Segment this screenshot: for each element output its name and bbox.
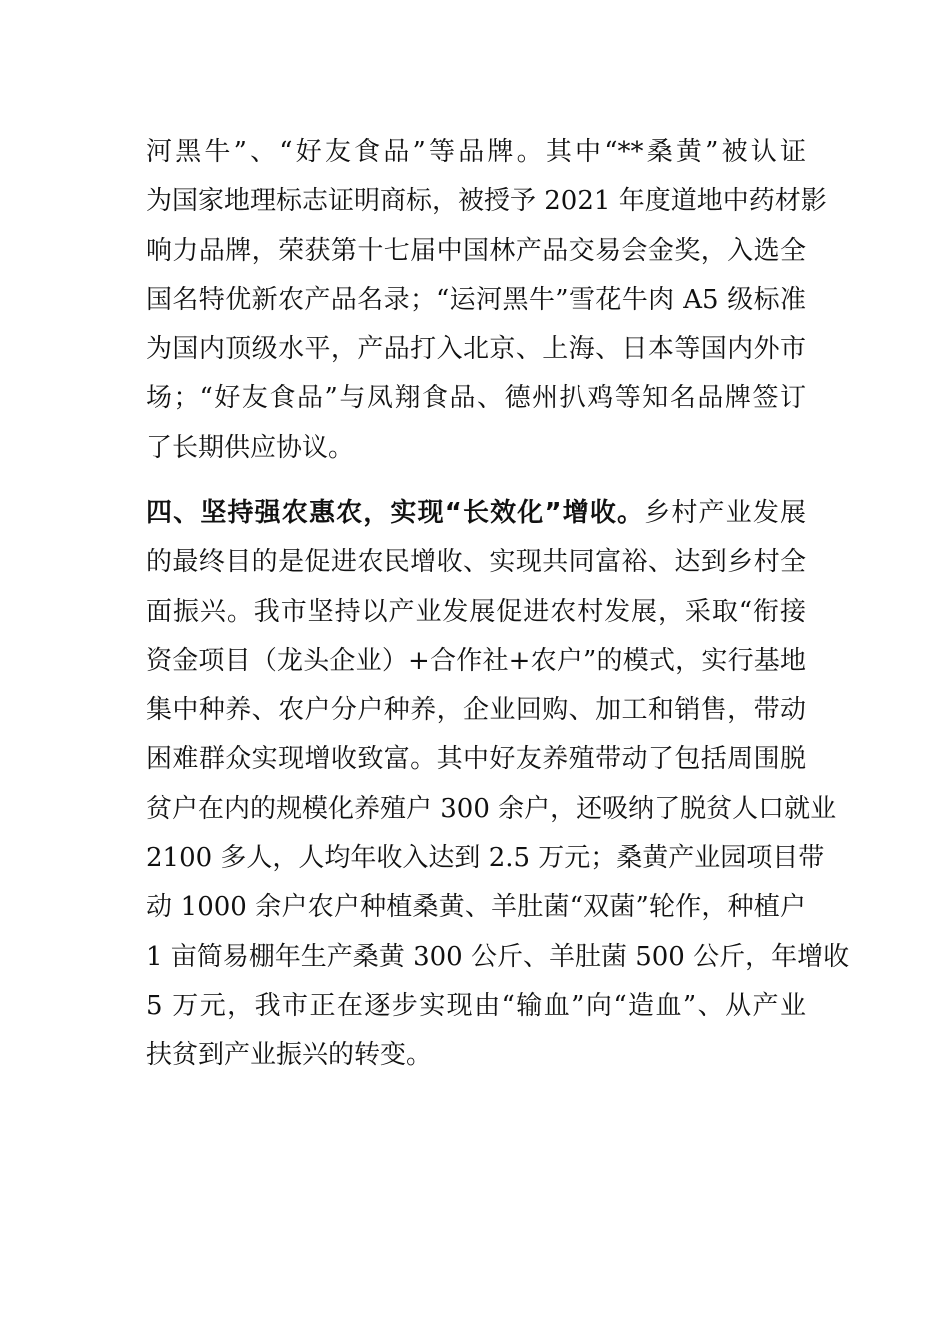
section-heading: 四、坚持强农惠农，实现“长效化”增收。 <box>146 498 645 528</box>
paragraph-line: 为国家地理标志证明商标，被授予 2021 年度道地中药材影 <box>146 186 827 217</box>
paragraph-income <box>146 489 850 1081</box>
paragraph-line: 场；“好友食品”与凤翔食品、德州扒鸡等知名品牌签订 <box>146 383 806 414</box>
paragraph-line: 河黑牛”、“好友食品”等品牌。其中“**桑黄”被认证 <box>146 137 806 167</box>
paragraph-line: 为国内顶级水平，产品打入北京、上海、日本等国内外市 <box>146 334 806 365</box>
paragraph-line: 贫户在内的规模化养殖户 300 余户，还吸纳了脱贫人口就业 <box>146 793 837 824</box>
paragraph-first-line <box>146 489 806 538</box>
paragraph-line: 了长期供应协议。 <box>146 432 355 463</box>
paragraph-line: 扶贫到产业振兴的转变。 <box>146 1040 433 1071</box>
paragraph-line: 困难群众实现增收致富。其中好友养殖带动了包括周围脱 <box>146 744 806 775</box>
paragraph-brands <box>146 128 827 473</box>
paragraph-line: 2100 多人，人均年收入达到 2.5 万元；桑黄产业园项目带 <box>146 843 825 874</box>
paragraph-line: 1 亩简易棚年生产桑黄 300 公斤、羊肚菌 500 公斤，年增收 <box>146 941 850 972</box>
paragraph-line: 响力品牌，荣获第十七届中国林产品交易会金奖，入选全 <box>146 235 806 266</box>
paragraph-line: 国名特优新农产品名录；“运河黑牛”雪花牛肉 A5 级标准 <box>146 284 806 315</box>
paragraph-line: 资金项目（龙头企业）+合作社+农户”的模式，实行基地 <box>146 645 806 676</box>
paragraph-line: 5 万元，我市正在逐步实现由“输血”向“造血”、从产业 <box>146 990 806 1021</box>
paragraph-line: 动 1000 余户农户种植桑黄、羊肚菌“双菌”轮作，种植户 <box>146 892 806 923</box>
paragraph-line: 集中种养、农户分户种养，企业回购、加工和销售，带动 <box>146 695 806 726</box>
paragraph-line: 的最终目的是促进农民增收、实现共同富裕、达到乡村全 <box>146 547 806 578</box>
paragraph-line: 面振兴。我市坚持以产业发展促进农村发展，采取“衔接 <box>146 596 806 627</box>
paragraph-line-rest: 乡村产业发展 <box>644 498 806 528</box>
